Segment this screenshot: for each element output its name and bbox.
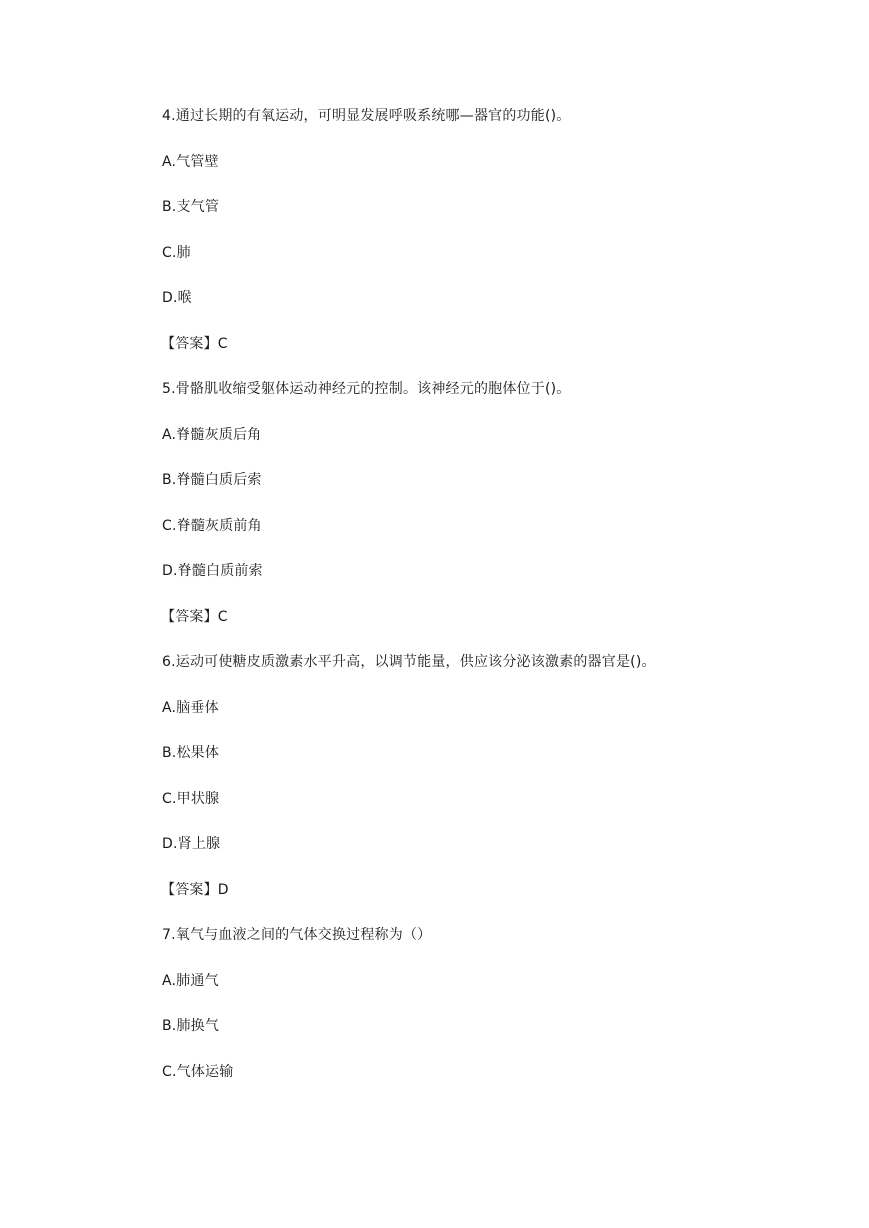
question-4-option-b: B.支气管: [162, 199, 220, 215]
question-5-option-c: C.脊髓灰质前角: [162, 518, 262, 534]
question-6-option-d: D.肾上腺: [162, 836, 221, 852]
question-7-option-b: B.肺换气: [162, 1018, 220, 1034]
question-4-stem: 4.通过长期的有氧运动，可明显发展呼吸系统哪—器官的功能()。: [162, 108, 571, 124]
question-5-option-a: A.脊髓灰质后角: [162, 427, 262, 443]
question-6-answer: 【答案】D: [161, 882, 229, 898]
question-6-option-a: A.脑垂体: [162, 700, 219, 716]
question-4-answer: 【答案】C: [161, 336, 228, 352]
question-5-answer: 【答案】C: [161, 609, 228, 625]
question-5-stem: 5.骨骼肌收缩受躯体运动神经元的控制。该神经元的胞体位于()。: [162, 381, 571, 397]
question-6-stem: 6.运动可使糖皮质激素水平升高，以调节能量，供应该分泌该激素的器官是()。: [162, 654, 656, 670]
question-5-option-d: D.脊髓白质前索: [162, 563, 263, 579]
question-7-option-a: A.肺通气: [162, 973, 219, 989]
question-4-option-d: D.喉: [162, 290, 192, 306]
question-6-option-b: B.松果体: [162, 745, 220, 761]
question-7-option-c: C.气体运输: [162, 1064, 234, 1080]
question-4-option-c: C.肺: [162, 245, 191, 261]
question-6-option-c: C.甲状腺: [162, 791, 220, 807]
question-7-stem: 7.氧气与血液之间的气体交换过程称为（）: [162, 927, 432, 943]
question-5-option-b: B.脊髓白质后索: [162, 472, 262, 488]
question-4-option-a: A.气管壁: [162, 154, 219, 170]
